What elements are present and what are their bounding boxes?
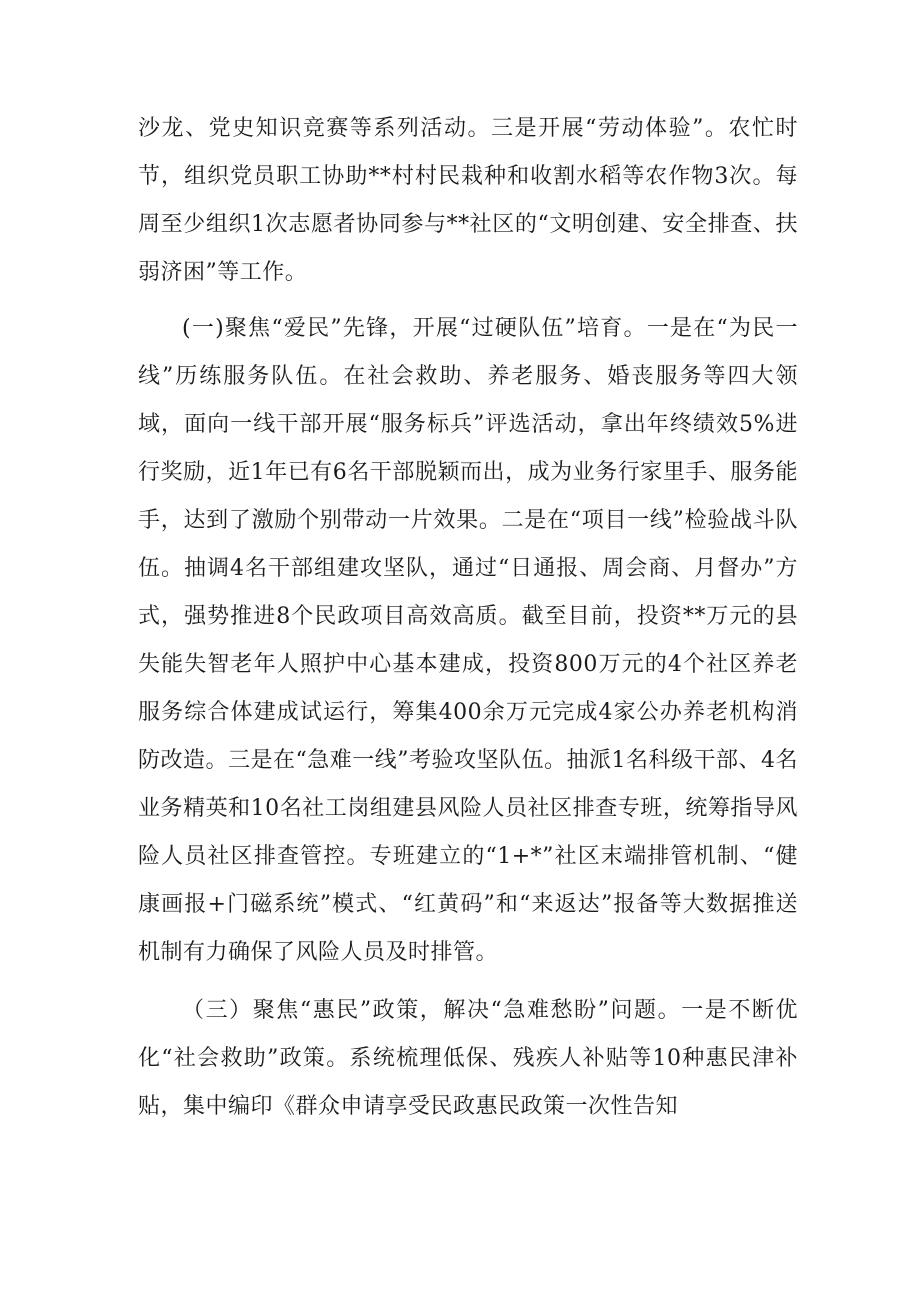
document-body <box>138 105 798 1131</box>
paragraph-continuation: 沙龙、党史知识竞赛等系列活动。三是开展“劳动体验”。农忙时节，组织党员职工协助**村村民栽种和收割水稻等农作物3次。每周至少组织1次志愿者协同参与**社区的“文明创建、安全排查、扶弱济困”等工作。 <box>138 116 798 285</box>
paragraph-section-3: （三）聚焦“惠民”政策，解决“急难愁盼”问题。一是不断优化“社会救助”政策。系统梳理低保、残疾人补贴等10种惠民津补贴，集中编印《群众申请享受民政惠民政策一次性告知 <box>138 998 798 1119</box>
paragraph-section-1: (一)聚焦“爱民”先锋，开展“过硬队伍”培育。一是在“为民一线”历练服务队伍。在社会救助、养老服务、婚丧服务等四大领域，面向一线干部开展“服务标兵”评选活动，拿出年终绩效5%进行奖励，近1年已有6名干部脱颖而出，成为业务行家里手、服务能手，达到了激励个别带动一片效果。二是在“项目一线”检验战斗队伍。抽调4名干部组建攻坚队，通过“日通报、周会商、月督办”方式，强势推进8个民政项目高效高质。截至目前，投资**万元的县失能失智老年人照护中心基本建成，投资800万元的4个社区养老服务综合体建成试运行，筹集400余万元完成4家公办养老机构消防改造。三是在“急难一线”考验攻坚队伍。抽派1名科级干部、4名业务精英和10名社工岗组建县风险人员社区排查专班，统筹指导风险人员社区排查管控。专班建立的“1+*”社区末端排管机制、“健康画报+门磁系统”模式、“红黄码”和“来返达”报备等大数据推送机制有力确保了风险人员及时排管。 <box>138 316 798 965</box>
